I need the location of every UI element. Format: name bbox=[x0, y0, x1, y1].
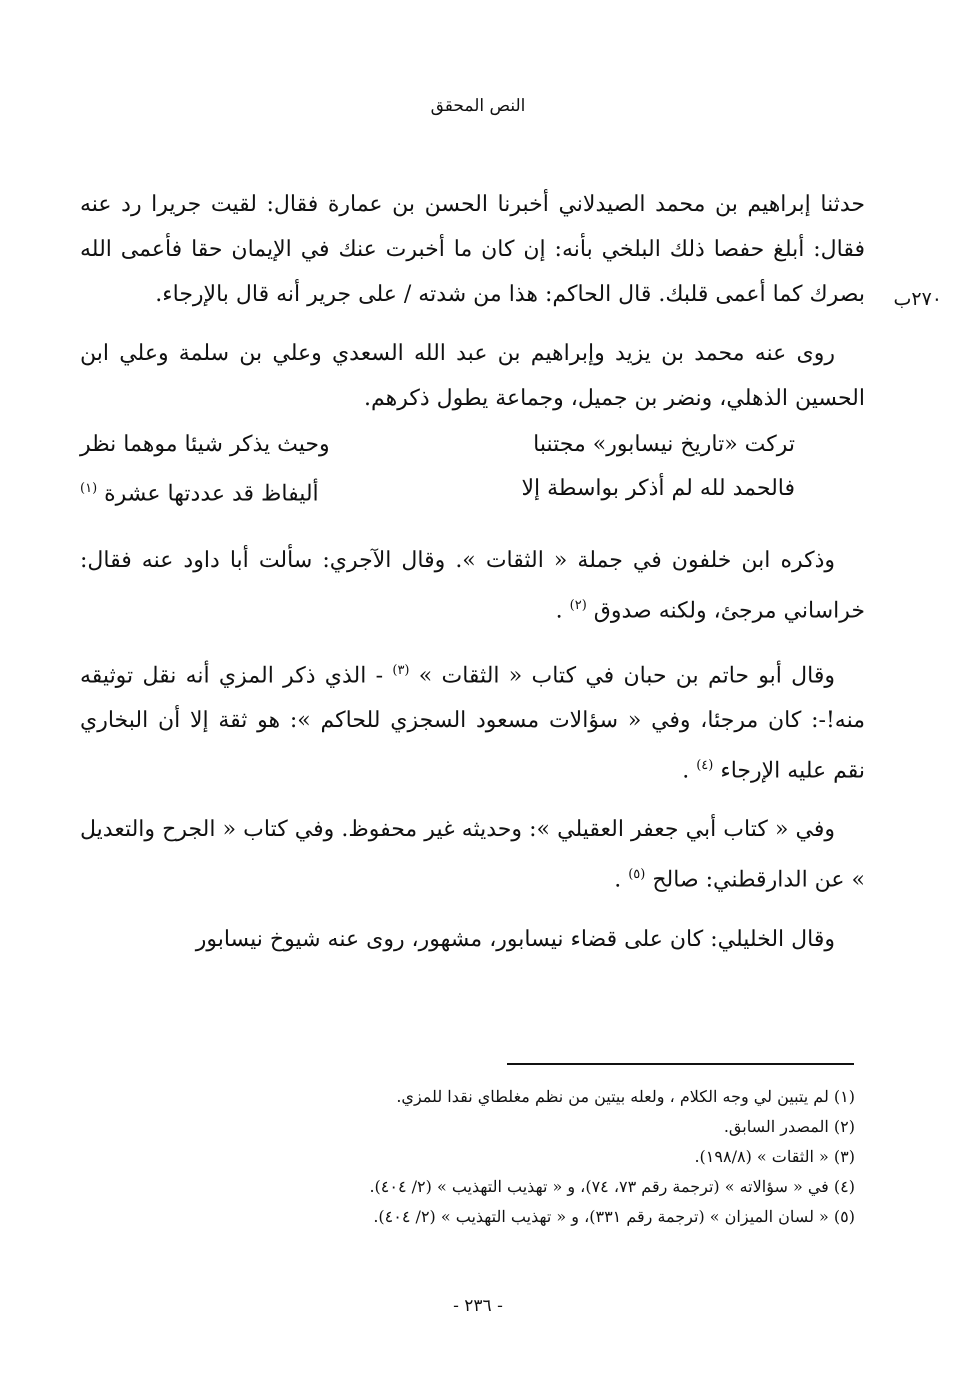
paragraph-4 bbox=[80, 648, 865, 794]
paragraph-5-end: . bbox=[614, 867, 622, 893]
running-header: النص المحقق bbox=[430, 96, 526, 116]
footnote-ref-3: (٣) bbox=[392, 662, 410, 678]
page-number: - ٢٣٦ - bbox=[453, 1296, 503, 1316]
footnote-3: (٣) « الثقات » (١٩٨/٨). bbox=[694, 1147, 855, 1166]
poem-verse-1 bbox=[80, 423, 865, 467]
verse-2-second-hemistich bbox=[80, 467, 410, 516]
manuscript-folio-marker: ٢٧٠ب bbox=[893, 288, 942, 310]
paragraph-4-text-b: - الذي ذكر المزي أنه نقل توثيقه منه!-: كان مرجئا، وفي « سؤالات مسعود السجزي للحاكم »: هو ثقة إلا أن البخاري نقم عليه الإرجاء bbox=[80, 662, 865, 784]
verse-2-second-text: أليفاظ قد عددتها عشرة bbox=[104, 481, 319, 507]
footnote-4: (٤) في « سؤالاته » (ترجمة رقم ٧٣، ٧٤)، و « تهذيب التهذيب » (٢/ ٤٠٤). bbox=[369, 1177, 855, 1196]
poem bbox=[80, 423, 865, 516]
footnote-2: (٢) المصدر السابق. bbox=[723, 1117, 855, 1136]
verse-1-second-hemistich: وحيث يذكر شيئا موهما نظر bbox=[80, 432, 330, 457]
paragraph-5-text: وفي « كتاب أبي جعفر العقيلي »: وحديثه غير محفوظ. وفي كتاب « الجرح والتعديل » عن الدارقطني: صالح bbox=[80, 817, 865, 893]
paragraph-6: وقال الخليلي: كان على قضاء نيسابور، مشهور، روى عنه شيوخ نيسابور bbox=[195, 926, 835, 952]
footnote-1: (١) لم يتبين لي وجه الكلام ، ولعله بيتين من نظم مغلطاي نقدا للمزي. bbox=[396, 1087, 855, 1106]
verse-2-first-hemistich: فالحمد لله لم أذكر بواسطة إلا bbox=[521, 476, 795, 501]
footnote-ref-1: (١) bbox=[80, 481, 98, 496]
paragraph-2: روى عنه محمد بن يزيد وإبراهيم بن عبد الله السعدي وعلي بن سلمة وعلي ابن الحسين الذهلي، ونضر بن جميل، وجماعة يطول ذكرهم. bbox=[80, 341, 865, 411]
paragraph-4-text-a: وقال أبو حاتم بن حبان في كتاب « الثقات » bbox=[418, 662, 835, 688]
footnote-ref-4: (٤) bbox=[696, 757, 714, 773]
footnote-5: (٥) « لسان الميزان » (ترجمة رقم ٣٣١)، و « تهذيب التهذيب » (٢/ ٤٠٤). bbox=[373, 1207, 855, 1226]
verse-1-first-hemistich: تركت «تاريخ نيسابور» مجتنبا bbox=[533, 432, 795, 457]
paragraph-1: حدثنا إبراهيم بن محمد الصيدلاني أخبرنا الحسن بن عمارة فقال: لقيت جريرا رد عنه فقال: أبلغ حفصا ذلك البلخي بأنه: إن كان ما أخبرت عنك في الإيمان حقا فأعمى الله بصرك كما أعمى قلبك. قال الحاكم: هذا من شدته / على جرير أنه قال بالإرجاء. bbox=[80, 192, 865, 307]
paragraph-3-text: وذكره ابن خلفون في جملة « الثقات ». وقال الآجري: سألت أبا داود عنه فقال: خراساني مرجئ، ولكنه صدوق bbox=[80, 548, 865, 624]
footnote-ref-2: (٢) bbox=[569, 598, 587, 614]
footnote-ref-5: (٥) bbox=[628, 867, 646, 883]
paragraph-3-end: . bbox=[555, 598, 563, 624]
paragraph-3 bbox=[80, 538, 865, 633]
footnote-separator bbox=[507, 1063, 854, 1065]
poem-verse-2 bbox=[80, 467, 865, 516]
footnotes bbox=[150, 1082, 855, 1232]
paragraph-5 bbox=[80, 807, 865, 902]
paragraph-4-end: . bbox=[682, 758, 690, 784]
main-text bbox=[80, 182, 865, 976]
